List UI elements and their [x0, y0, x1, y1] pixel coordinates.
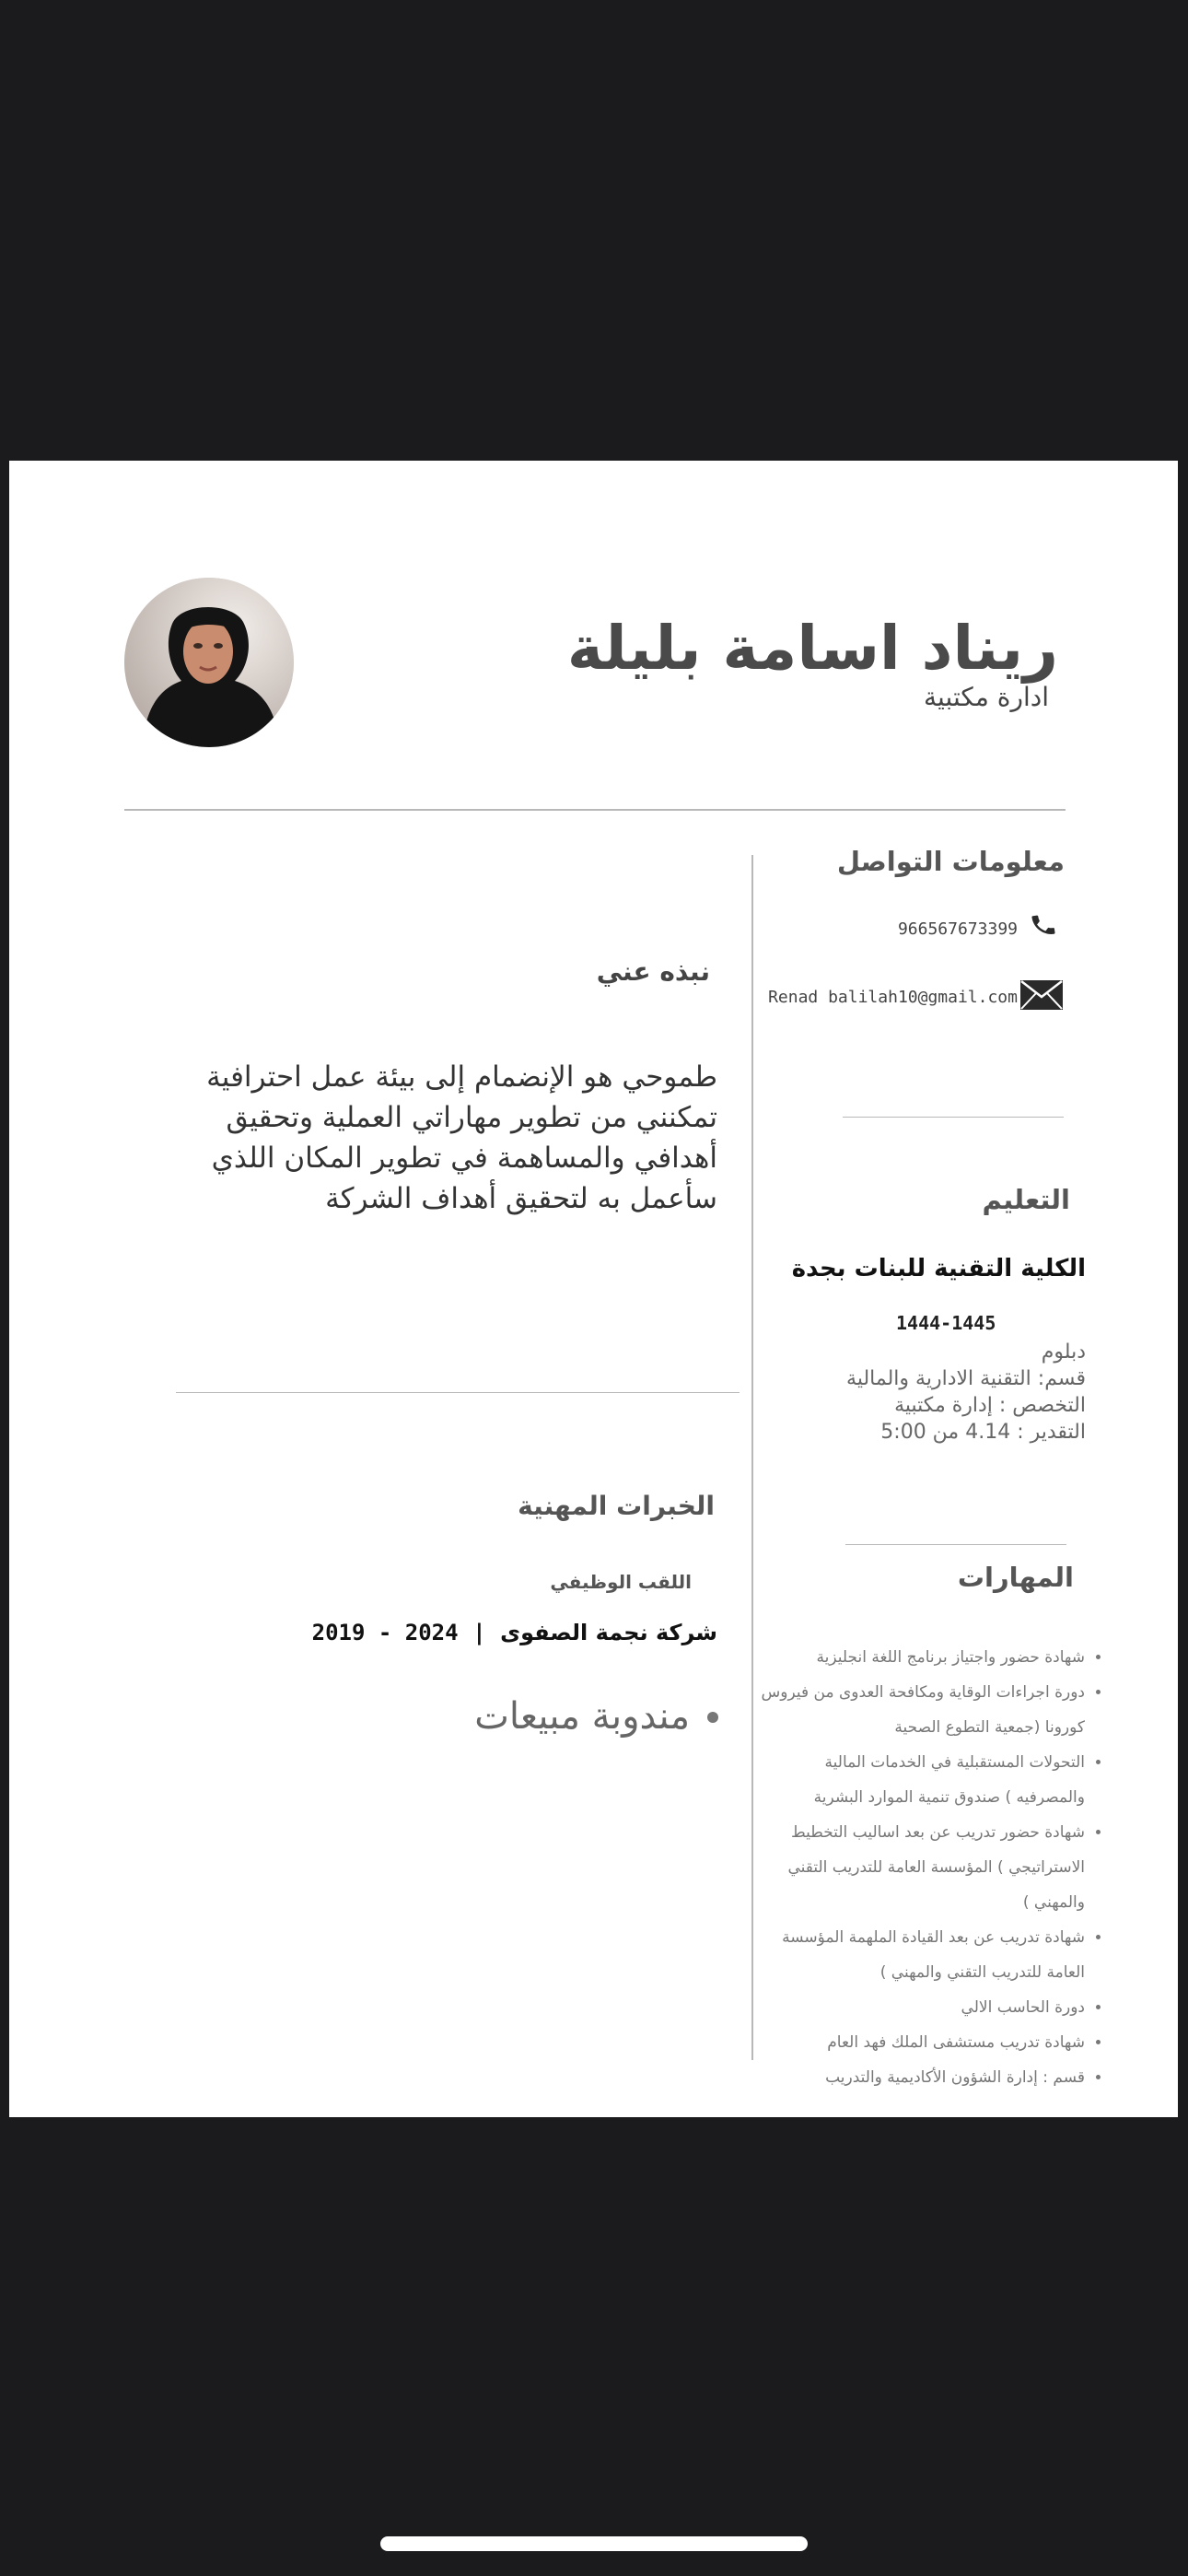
skill-item: • التحولات المستقبلية في الخدمات المالية والمصرفيه ) صندوق تنمية الموارد البشرية — [753, 1745, 1085, 1815]
skill-item: • شهادة تدريب عن بعد القيادة الملهمة المؤسسة العامة للتدريب التقني والمهني ) — [753, 1920, 1085, 1990]
envelope-icon — [1020, 980, 1063, 1010]
about-text: طموحي هو الإنضمام إلى بيئة عمل احترافية تمكنني من تطوير مهاراتي العملية وتحقيق أهدافي والمساهمة في تطوير المكان اللذي سأعمل به لتحقيق أهداف الشركة — [206, 1060, 717, 1215]
education-divider — [845, 1544, 1066, 1545]
phone-number: 966567673399 — [897, 919, 1018, 939]
education-major: التخصص : إدارة مكتبية — [894, 1394, 1086, 1417]
skill-item: • دورة اجراءات الوقاية ومكافحة العدوى من فيروس كورونا (جمعية التطوع الصحية — [753, 1675, 1085, 1745]
education-details — [754, 1339, 1086, 1446]
phone-icon — [1030, 908, 1057, 942]
education-heading: التعليم — [982, 1184, 1070, 1215]
experience-heading: الخبرات المهنية — [518, 1491, 715, 1521]
role-item: • مندوبة مبيعات — [474, 1695, 690, 1738]
about-heading: نبذه عني — [596, 956, 710, 987]
experience-entry — [312, 1620, 717, 1645]
skill-item: • دورة الحاسب الالي — [753, 1990, 1085, 2025]
avatar-photo — [124, 578, 294, 747]
education-grade: التقدير : 4.14 من 5:00 — [880, 1421, 1086, 1444]
candidate-name: ريناد اسامة بليلة — [566, 613, 1058, 684]
skill-item: • قسم : إدارة الشؤون الأكاديمية والتدريب — [753, 2060, 1085, 2095]
skill-item: • شهادة حضور تدريب عن بعد اساليب التخطيط الاستراتيجي ) المؤسسة العامة للتدريب التقني والمهني ) — [753, 1815, 1085, 1920]
education-years: 1444-1445 — [896, 1312, 996, 1334]
skill-item: • شهادة حضور واجتياز برنامج اللغة انجليزية — [753, 1640, 1085, 1675]
about-divider — [176, 1392, 740, 1393]
home-indicator[interactable] — [380, 2536, 808, 2551]
skills-list — [753, 1640, 1109, 2095]
education-degree: دبلوم — [1041, 1341, 1086, 1364]
avatar — [124, 578, 294, 747]
email-address: Renad balilah10@gmail.com — [768, 988, 1018, 1007]
contact-divider — [843, 1117, 1064, 1118]
skill-item: • شهادة تدريب مستشفى الملك فهد العام — [753, 2025, 1085, 2060]
education-department: قسم: التقنية الادارية والمالية — [846, 1367, 1086, 1390]
company-name: شركة نجمة الصفوى — [500, 1620, 717, 1645]
experience-period: 2019 - 2024 — [311, 1620, 459, 1645]
job-title-label: اللقب الوظيفي — [550, 1571, 692, 1593]
header-divider — [124, 809, 1066, 811]
role-list — [474, 1695, 717, 1738]
skills-heading: المهارات — [957, 1562, 1074, 1593]
education-institution: الكلية التقنية للبنات بجدة — [791, 1255, 1086, 1282]
experience-separator: | — [474, 1620, 483, 1645]
candidate-subtitle: ادارة مكتبية — [924, 682, 1049, 712]
contact-heading: معلومات التواصل — [836, 846, 1065, 877]
resume-page — [9, 461, 1178, 2117]
